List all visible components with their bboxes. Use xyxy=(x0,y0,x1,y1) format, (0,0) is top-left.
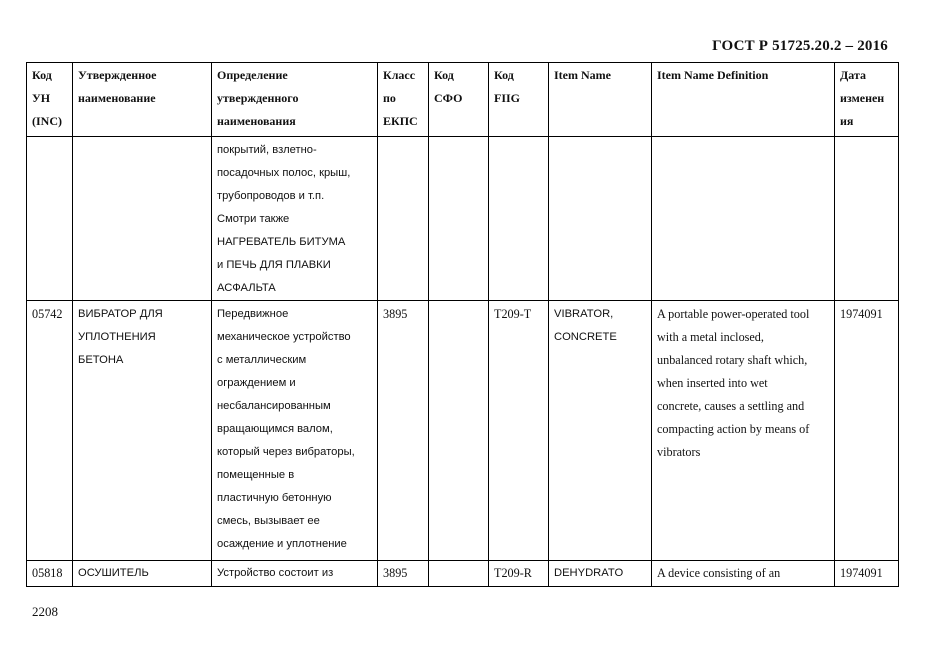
cell-ekps-class: 3895 xyxy=(378,561,429,587)
cell-change-date xyxy=(835,137,899,301)
header-ekps-class: Класс по ЕКПС xyxy=(378,63,429,137)
cell-sfo-code xyxy=(429,137,489,301)
cell-fiig-code: T209-R xyxy=(489,561,549,587)
cell-item-name-definition: A device consisting of an xyxy=(652,561,835,587)
cell-change-date: 1974091 xyxy=(835,561,899,587)
header-sfo-code: Код СФО xyxy=(429,63,489,137)
cell-fiig-code: T209-T xyxy=(489,301,549,561)
cell-ekps-class xyxy=(378,137,429,301)
cell-sfo-code xyxy=(429,561,489,587)
cell-definition: Передвижное механическое устройство с металлическим ограждением и несбалансированным вращающимся валом, который через вибраторы, помещенные в пластичную бетонную смесь, вызывает ее осаждение и уплотнение xyxy=(212,301,378,561)
header-name-definition: Определение утвержденного наименования xyxy=(212,63,378,137)
cell-approved-name: ОСУШИТЕЛЬ xyxy=(73,561,212,587)
cell-item-name xyxy=(549,137,652,301)
header-item-name-definition: Item Name Definition xyxy=(652,63,835,137)
cell-fiig-code xyxy=(489,137,549,301)
header-approved-name: Утвержденное наименование xyxy=(73,63,212,137)
cell-approved-name: ВИБРАТОР ДЛЯ УПЛОТНЕНИЯ БЕТОНА xyxy=(73,301,212,561)
cell-inc: 05818 xyxy=(27,561,73,587)
document-standard-header: ГОСТ Р 51725.20.2 – 2016 xyxy=(712,38,888,54)
table-header-row xyxy=(27,63,899,137)
cell-item-name-definition: A portable power-operated tool with a metal inclosed, unbalanced rotary shaft which, when inserted into wet concrete, causes a settling and compacting action by means of vibrators xyxy=(652,301,835,561)
cell-item-name: DEHYDRATO xyxy=(549,561,652,587)
table-row xyxy=(27,137,899,301)
cell-item-name: VIBRATOR, CONCRETE xyxy=(549,301,652,561)
gost-catalog-table xyxy=(26,62,899,587)
page-number: 2208 xyxy=(32,604,58,619)
cell-definition: Устройство состоит из xyxy=(212,561,378,587)
cell-item-name-definition xyxy=(652,137,835,301)
table-row xyxy=(27,301,899,561)
header-fiig-code: Код FIIG xyxy=(489,63,549,137)
cell-sfo-code xyxy=(429,301,489,561)
header-change-date: Дата изменен ия xyxy=(835,63,899,137)
cell-approved-name xyxy=(73,137,212,301)
table-row xyxy=(27,561,899,587)
cell-change-date: 1974091 xyxy=(835,301,899,561)
cell-inc xyxy=(27,137,73,301)
cell-ekps-class: 3895 xyxy=(378,301,429,561)
header-item-name: Item Name xyxy=(549,63,652,137)
cell-inc: 05742 xyxy=(27,301,73,561)
cell-definition: покрытий, взлетно- посадочных полос, крыш, трубопроводов и т.п. Смотри также НАГРЕВАТЕЛЬ БИТУМА и ПЕЧЬ ДЛЯ ПЛАВКИ АСФАЛЬТА xyxy=(212,137,378,301)
header-inc-code: Код УН (INC) xyxy=(27,63,73,137)
